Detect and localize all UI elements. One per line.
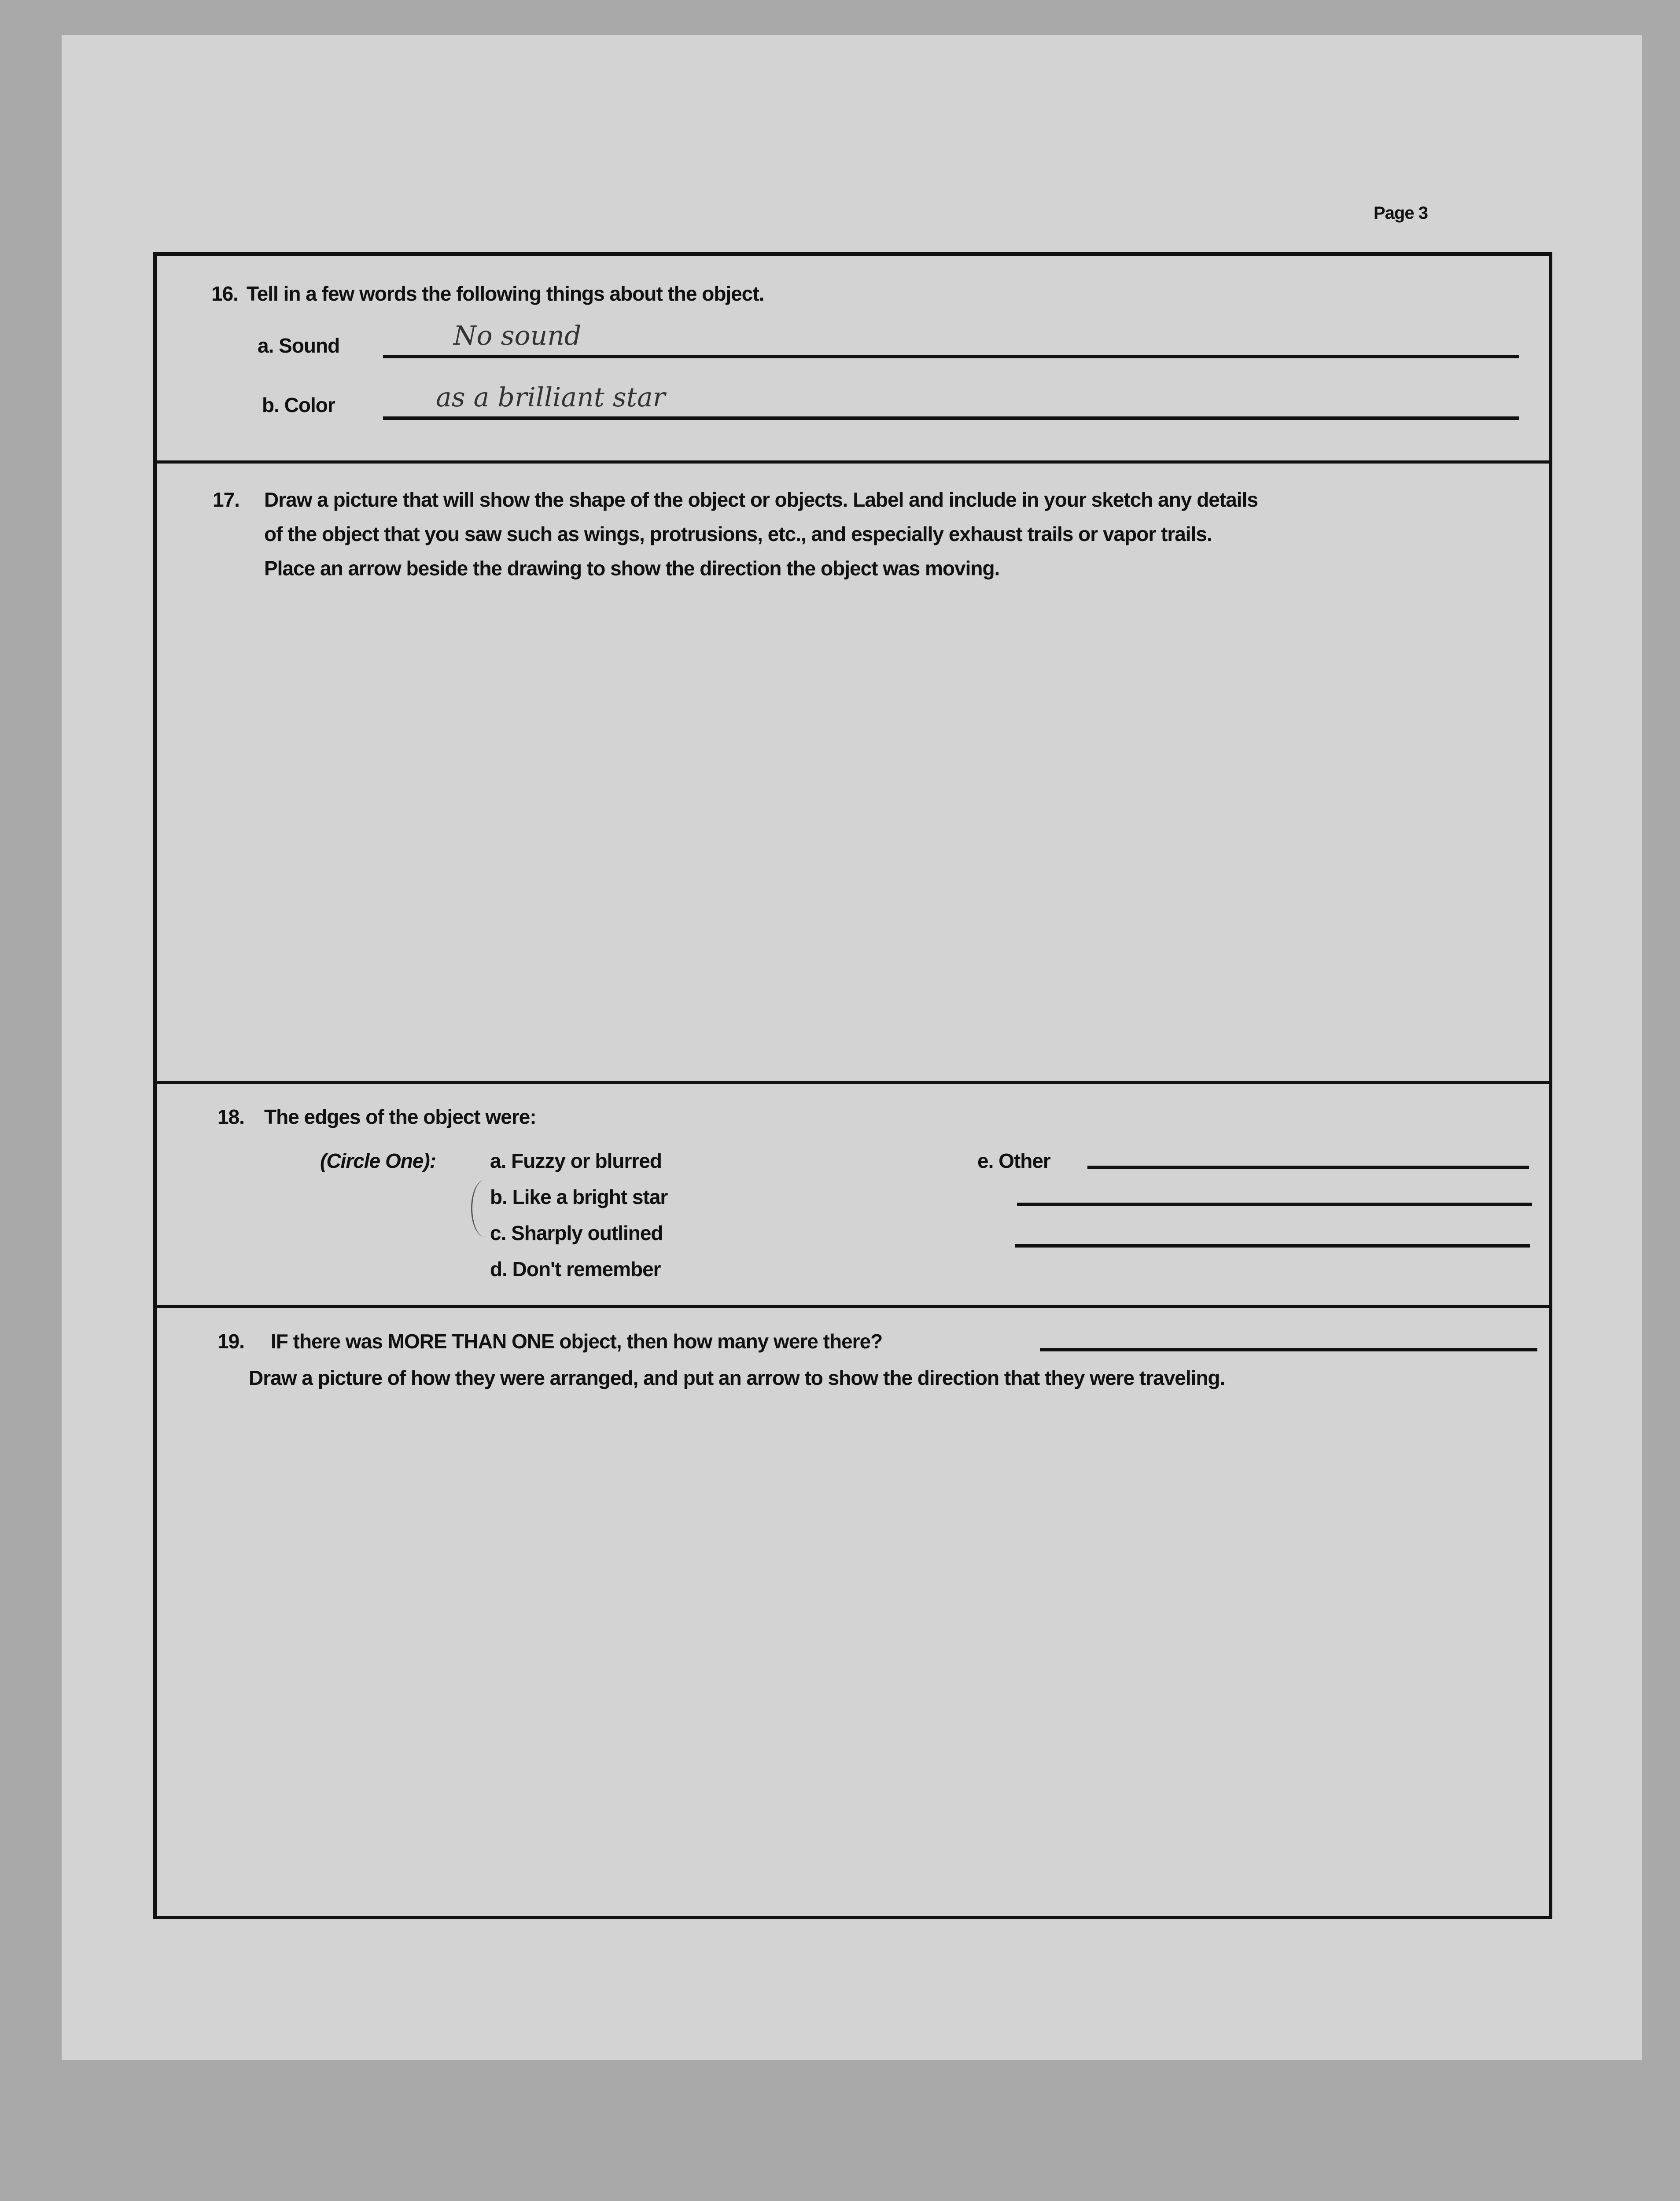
color-field-line [383, 416, 1519, 420]
option-e-other[interactable]: e. Other [977, 1149, 1050, 1172]
color-answer[interactable]: as a brilliant star [436, 382, 666, 413]
q18-prompt: The edges of the object were: [264, 1105, 536, 1128]
divider [153, 460, 1552, 464]
q16-prompt: Tell in a few words the following things about the object. [247, 282, 764, 305]
q17-line1: Draw a picture that will show the shape of the object or objects. Label and include in your sketch any details [264, 488, 1258, 511]
option-a[interactable]: a. Fuzzy or blurred [490, 1149, 662, 1172]
sound-answer[interactable]: No sound [453, 320, 582, 351]
q17-line3: Place an arrow beside the drawing to show the direction the object was moving. [264, 557, 1000, 580]
option-c[interactable]: c. Sharply outlined [490, 1222, 663, 1244]
q19-drawing-area[interactable] [167, 1400, 1541, 1906]
count-field-line[interactable] [1040, 1348, 1537, 1351]
other-field-line[interactable] [1015, 1244, 1530, 1248]
q19-prompt: IF there was MORE THAN ONE object, then how many were there? [271, 1330, 883, 1353]
q19-instruction: Draw a picture of how they were arranged, and put an arrow to show the direction that they were traveling. [249, 1366, 1225, 1389]
divider [153, 1081, 1552, 1084]
q19-number: 19. [217, 1330, 244, 1353]
q17-line2: of the object that you saw such as wings, protrusions, etc., and especially exhaust trails or vapor trails. [264, 523, 1212, 545]
sound-field-line [383, 355, 1519, 358]
divider [153, 1305, 1552, 1308]
q18-number: 18. [217, 1105, 244, 1128]
q16-number: 16. [211, 282, 238, 305]
other-field-line[interactable] [1087, 1166, 1529, 1169]
page-number: Page 3 [1374, 203, 1428, 223]
option-b[interactable]: b. Like a bright star [490, 1185, 668, 1208]
q17-drawing-area[interactable] [167, 590, 1541, 1074]
option-d[interactable]: d. Don't remember [490, 1258, 661, 1281]
circle-one-instruction: (Circle One): [320, 1149, 436, 1172]
q17-number: 17. [213, 488, 239, 511]
sound-label: a. Sound [258, 334, 340, 357]
color-label: b. Color [262, 394, 335, 416]
other-field-line[interactable] [1017, 1203, 1532, 1206]
